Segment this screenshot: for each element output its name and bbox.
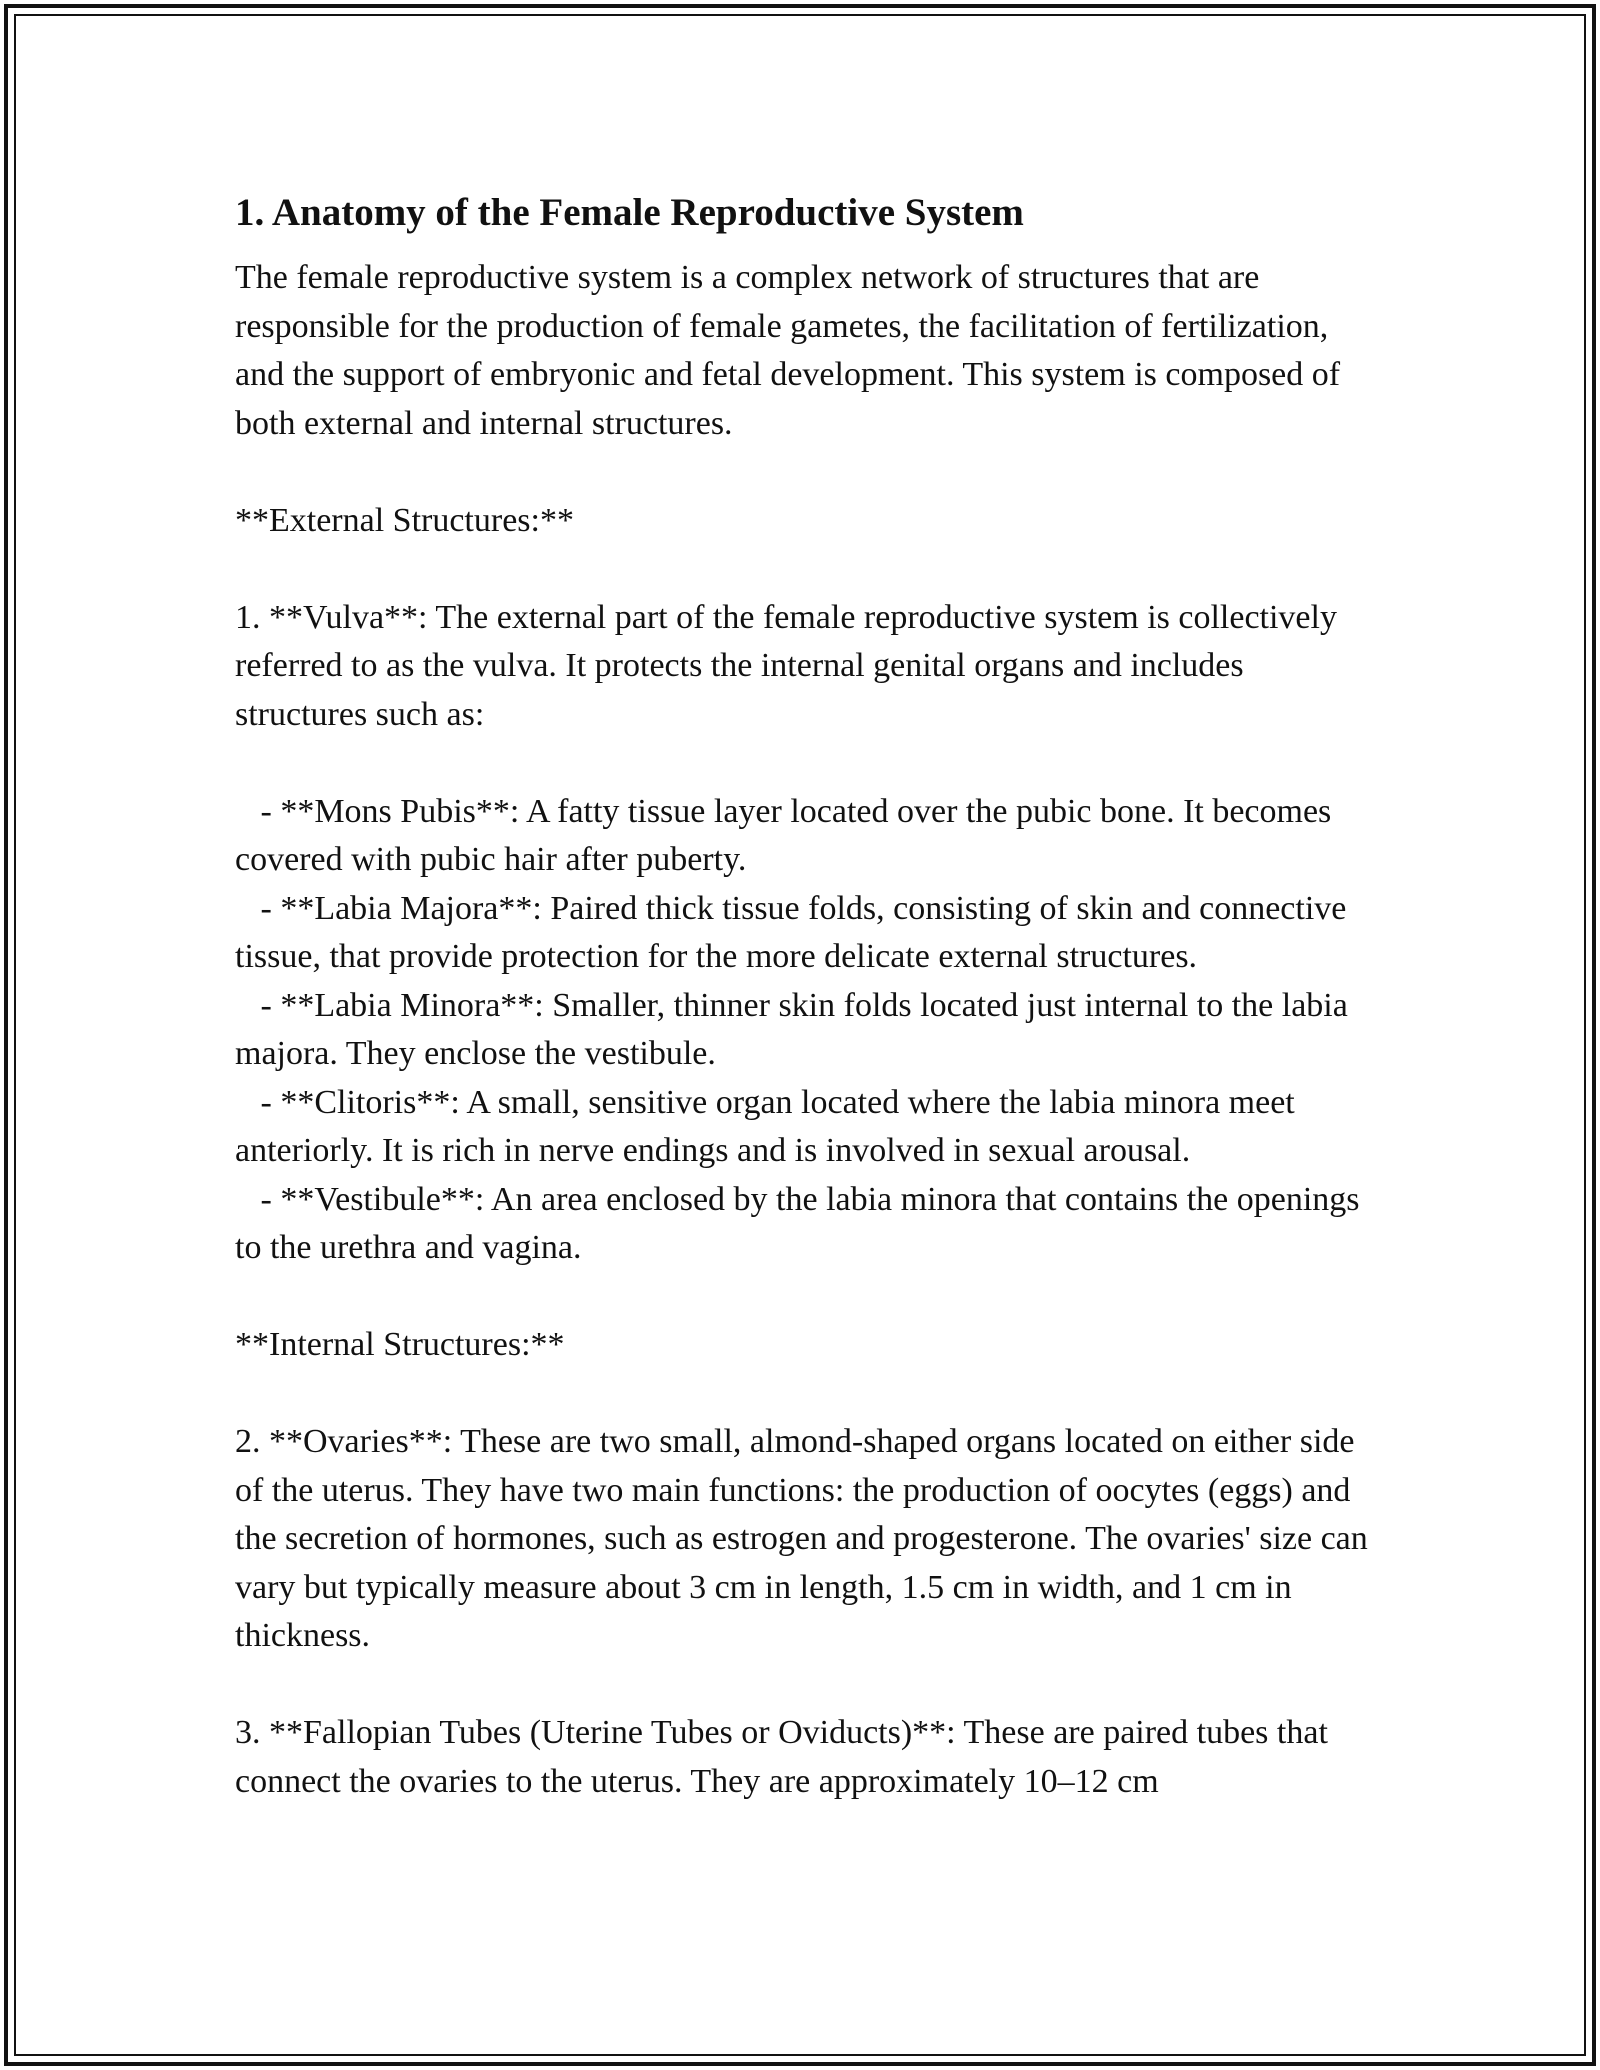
paragraph-gap (235, 1661, 1375, 1710)
section-heading: 1. Anatomy of the Female Reproductive System (235, 191, 1024, 234)
ovaries-paragraph: 2. **Ovaries**: These are two small, almond-shaped organs located on either side of the uterus. They have two main functions: the production of oocytes (eggs) and the secretion of hormones, such as estrogen and progesterone. The ovaries' size can vary but typically measure about 3 cm in length, 1.5 cm in width, and 1 cm in thickness. (235, 1423, 1377, 1654)
document-page (235, 180, 1375, 1806)
list-item-vestibule: - **Vestibule**: An area enclosed by the labia minora that contains the openings to the urethra and vagina. (235, 1180, 1369, 1266)
internal-structures-heading: **Internal Structures:** (235, 1326, 565, 1363)
paragraph-gap (235, 545, 1375, 594)
paragraph-gap (235, 1370, 1375, 1419)
paragraph-gap (235, 1273, 1375, 1322)
paragraph-gap (235, 739, 1375, 788)
external-structures-heading: **External Structures:** (235, 501, 574, 539)
paragraph-gap (235, 448, 1375, 497)
intro-paragraph: The female reproductive system is a complex network of structures that are responsible for the production of female gametes, the facilitation of fertilization, and the support of embryonic and fetal development. This system is composed of both external and internal structures. (235, 259, 1349, 442)
list-item-labia-majora: - **Labia Majora**: Paired thick tissue folds, consisting of skin and connective tissue, that provide protection for the more delicate external structures. (235, 889, 1355, 975)
vulva-paragraph: 1. **Vulva**: The external part of the female reproductive system is collectively referred to as the vulva. It protects the internal genital organs and includes structures such as: (235, 598, 1346, 733)
list-item-clitoris: - **Clitoris**: A small, sensitive organ located where the labia minora meet anteriorly. It is rich in nerve endings and is involved in sexual arousal. (235, 1083, 1304, 1169)
list-item-mons-pubis: - **Mons Pubis**: A fatty tissue layer located over the pubic bone. It becomes covered with pubic hair after puberty. (235, 792, 1340, 878)
list-item-labia-minora: - **Labia Minora**: Smaller, thinner skin folds located just internal to the labia majora. They enclose the vestibule. (235, 986, 1357, 1072)
fallopian-tubes-paragraph: 3. **Fallopian Tubes (Uterine Tubes or Oviducts)**: These are paired tubes that connect the ovaries to the uterus. They are approximately 10–12 cm (235, 1714, 1337, 1800)
